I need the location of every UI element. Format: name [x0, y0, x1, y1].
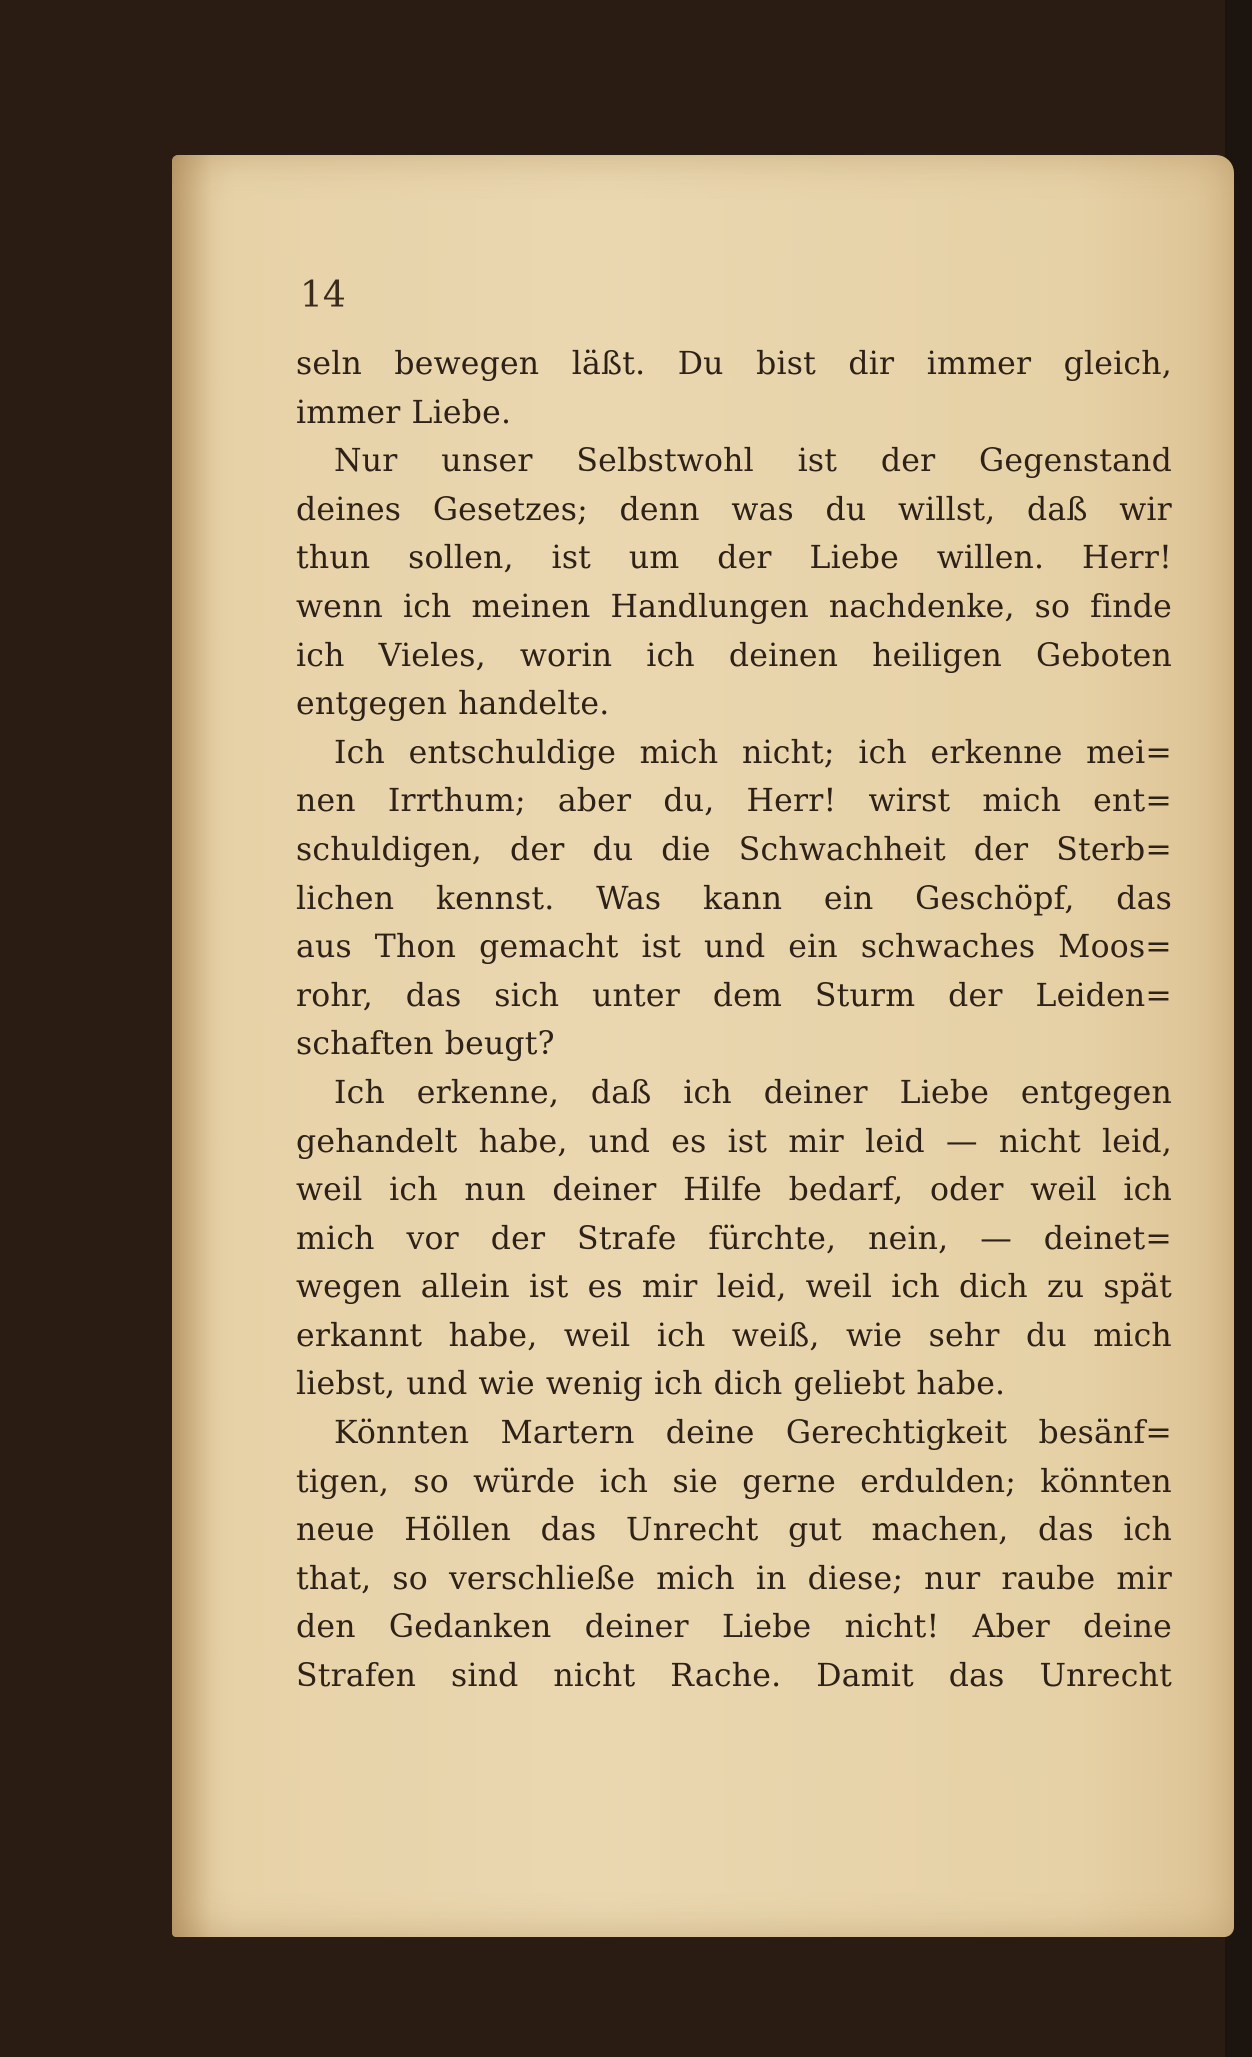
- text-word: entgegen: [296, 686, 448, 723]
- text-word: leid,: [716, 1269, 787, 1306]
- text-word: du: [1025, 1317, 1067, 1354]
- text-line: [296, 1506, 1172, 1555]
- text-word: so: [413, 1463, 449, 1500]
- text-word: bist: [756, 346, 816, 382]
- text-word: willst,: [897, 491, 996, 528]
- text-word: ich: [389, 1172, 438, 1209]
- text-word: mir: [788, 1123, 844, 1160]
- text-word: Handlungen: [610, 588, 809, 625]
- text-word: dir: [848, 346, 895, 382]
- text-word: leid: [865, 1123, 925, 1160]
- text-word: Unrecht: [1039, 1658, 1172, 1695]
- page-shadow: [172, 155, 212, 1937]
- text-word: so: [392, 1560, 428, 1597]
- text-line: [296, 1652, 1172, 1701]
- text-word: Strafe: [577, 1220, 677, 1257]
- text-word: daß: [590, 1074, 652, 1111]
- text-word: ich: [891, 1269, 940, 1306]
- text-word: worin: [519, 637, 613, 674]
- text-word: raube: [1001, 1560, 1096, 1597]
- text-word: denn: [619, 491, 700, 528]
- text-word: machen,: [871, 1512, 1009, 1549]
- text-word: Moos=: [1058, 929, 1172, 966]
- text-word: und: [703, 929, 766, 966]
- text-word: du,: [663, 783, 715, 820]
- text-word: fürchte,: [708, 1220, 837, 1257]
- text-word: habe,: [448, 1317, 538, 1354]
- text-word: Strafen: [296, 1658, 417, 1695]
- text-word: deiner: [552, 1172, 657, 1209]
- text-word: ent=: [1093, 783, 1172, 820]
- text-word: ist: [797, 443, 838, 480]
- text-line: [296, 1360, 1172, 1409]
- text-word: vor: [406, 1220, 459, 1257]
- text-word: könnten: [1040, 1463, 1172, 1500]
- text-word: mir: [1116, 1560, 1172, 1597]
- text-word: weil: [563, 1317, 631, 1354]
- book-page: [172, 155, 1234, 1937]
- text-word: Gedanken: [388, 1609, 552, 1646]
- text-word: Gegenstand: [979, 443, 1172, 480]
- text-word: daß: [1027, 491, 1088, 528]
- text-word: weiß,: [731, 1317, 820, 1354]
- text-word: Du: [677, 346, 724, 382]
- text-word: mich: [982, 783, 1062, 820]
- text-word: ich: [858, 734, 907, 771]
- text-word: Hilfe: [683, 1172, 763, 1209]
- text-word: entschuldige: [408, 734, 617, 771]
- text-word: ich: [402, 588, 452, 625]
- text-word: was: [731, 491, 794, 528]
- text-word: der: [717, 540, 772, 577]
- text-word: Liebe: [809, 540, 899, 577]
- text-word: nicht: [998, 1123, 1081, 1160]
- text-line: [296, 972, 1172, 1021]
- text-line: [296, 1555, 1172, 1604]
- text-line: [296, 486, 1172, 535]
- text-word: erkenne,: [416, 1074, 560, 1111]
- text-word: du: [825, 491, 867, 528]
- text-word: mich: [1093, 1317, 1172, 1354]
- text-line: [296, 1312, 1172, 1361]
- text-word: mei=: [1086, 734, 1172, 771]
- text-word: Schwachheit: [738, 831, 946, 868]
- text-word: Sterb=: [1056, 831, 1172, 868]
- text-line: [296, 1118, 1172, 1167]
- text-word: dem: [712, 977, 783, 1014]
- text-word: wenn: [296, 588, 383, 625]
- text-word: lichen: [296, 880, 395, 917]
- text-word: das: [540, 1512, 597, 1549]
- text-word: Aber: [972, 1609, 1050, 1646]
- text-word: tigen,: [296, 1463, 390, 1500]
- text-word: zu: [1046, 1269, 1085, 1306]
- text-word: deiner: [763, 1074, 868, 1111]
- text-word: unser: [441, 443, 533, 480]
- text-line: [296, 583, 1172, 632]
- text-word: ich: [599, 1463, 649, 1500]
- text-word: mir: [641, 1269, 698, 1306]
- text-word: nein,: [868, 1220, 949, 1257]
- text-word: den: [296, 1609, 356, 1646]
- text-word: es: [587, 1269, 623, 1306]
- text-line: [296, 777, 1172, 826]
- text-line: [296, 389, 1172, 438]
- text-word: du: [592, 831, 634, 868]
- text-word: die: [661, 831, 711, 868]
- text-word: beugt?: [444, 1026, 555, 1063]
- text-word: Geschöpf,: [915, 880, 1075, 917]
- text-word: schuldigen,: [296, 831, 483, 868]
- text-word: —: [980, 1220, 1012, 1257]
- text-word: habe,: [478, 1123, 568, 1160]
- text-word: Sturm: [814, 977, 916, 1014]
- text-word: nicht!: [844, 1609, 940, 1646]
- text-word: aber: [557, 783, 632, 820]
- text-word: wirst: [868, 783, 951, 820]
- text-line: [296, 680, 1172, 729]
- text-line: [296, 1215, 1172, 1264]
- text-word: sehr: [928, 1317, 1000, 1354]
- text-word: thun: [296, 540, 371, 577]
- text-word: entgegen: [1020, 1074, 1172, 1111]
- text-word: deinet=: [1043, 1220, 1172, 1257]
- text-word: mich: [296, 1220, 375, 1257]
- text-word: gerne: [742, 1463, 836, 1500]
- text-word: heiligen: [872, 637, 1003, 674]
- text-word: geliebt: [793, 1366, 906, 1403]
- text-word: das: [1038, 1512, 1094, 1549]
- text-word: Ich: [334, 734, 385, 771]
- text-word: mich: [639, 734, 719, 771]
- text-word: deine: [1083, 1609, 1172, 1646]
- text-word: in: [755, 1560, 787, 1597]
- text-word: willen.: [936, 540, 1045, 577]
- text-word: sollen,: [408, 540, 514, 577]
- text-word: ist: [727, 1123, 768, 1160]
- text-word: Höllen: [404, 1512, 512, 1549]
- text-word: ein: [788, 929, 838, 966]
- text-word: verschließe: [448, 1560, 636, 1597]
- text-word: erkannt: [296, 1317, 423, 1354]
- text-word: dich: [713, 1366, 783, 1403]
- text-word: erkenne: [930, 734, 1063, 771]
- text-word: gehandelt: [296, 1123, 458, 1160]
- text-line: [296, 729, 1172, 778]
- text-word: Gesetzes;: [432, 491, 588, 528]
- text-word: ist: [529, 1269, 569, 1306]
- text-word: Rache.: [670, 1658, 782, 1695]
- text-word: Thon: [374, 929, 457, 966]
- text-line: [296, 875, 1172, 924]
- text-word: Geboten: [1036, 637, 1172, 674]
- text-line: [296, 632, 1172, 681]
- text-word: der: [490, 1220, 546, 1257]
- text-line: [296, 1020, 1172, 1069]
- text-word: Herr!: [746, 783, 837, 820]
- text-word: habe.: [916, 1366, 1006, 1403]
- text-word: so: [1034, 588, 1071, 625]
- text-word: wegen: [296, 1269, 402, 1306]
- text-word: weil: [1030, 1172, 1097, 1209]
- text-line: [296, 1166, 1172, 1215]
- text-word: das: [1116, 880, 1172, 917]
- text-word: gemacht: [479, 929, 619, 966]
- text-word: rohr,: [296, 977, 373, 1014]
- text-line: [296, 1458, 1172, 1507]
- text-word: schaften: [296, 1026, 434, 1063]
- text-word: nicht: [553, 1658, 636, 1695]
- text-word: weil: [805, 1269, 873, 1306]
- text-word: ich: [656, 1317, 706, 1354]
- text-line: [296, 1409, 1172, 1458]
- text-word: Gerechtigkeit: [785, 1415, 1008, 1452]
- text-word: nicht;: [741, 734, 835, 771]
- text-word: leid,: [1102, 1123, 1172, 1160]
- text-line: [296, 1603, 1172, 1652]
- text-word: ich: [1123, 1512, 1172, 1549]
- text-line: [296, 923, 1172, 972]
- text-word: Unrecht: [625, 1512, 759, 1549]
- text-word: Was: [596, 880, 662, 917]
- text-word: wenig: [545, 1366, 643, 1403]
- text-word: bewegen: [394, 346, 540, 382]
- text-word: würde: [473, 1463, 576, 1500]
- text-word: läßt.: [571, 346, 646, 382]
- text-word: nun: [464, 1172, 526, 1209]
- text-line: [296, 340, 1172, 389]
- text-word: ich: [646, 637, 695, 674]
- text-word: Irrthum;: [387, 783, 526, 820]
- text-word: nur: [924, 1560, 981, 1597]
- text-line: [296, 534, 1172, 583]
- text-word: nen: [296, 783, 356, 820]
- text-word: wie: [478, 1366, 535, 1403]
- text-word: Selbstwohl: [576, 443, 754, 480]
- text-word: diese;: [807, 1560, 904, 1597]
- text-word: immer: [926, 346, 1032, 382]
- text-word: handelte.: [458, 686, 610, 723]
- text-word: immer: [296, 394, 401, 431]
- text-word: sind: [451, 1658, 519, 1695]
- text-word: Nur: [334, 443, 398, 480]
- text-word: unter: [592, 977, 680, 1014]
- text-word: bedarf,: [788, 1172, 904, 1209]
- text-line: [296, 437, 1172, 486]
- text-word: Leiden=: [1035, 977, 1172, 1014]
- text-word: that,: [296, 1560, 372, 1597]
- text-word: sie: [672, 1463, 718, 1500]
- text-word: ist: [551, 540, 592, 577]
- text-word: wir: [1119, 491, 1172, 528]
- text-line: [296, 1069, 1172, 1118]
- text-word: ich: [296, 637, 345, 674]
- text-line: [296, 826, 1172, 875]
- text-word: Könnten: [334, 1415, 470, 1452]
- text-word: ich: [1123, 1172, 1172, 1209]
- text-word: gut: [788, 1512, 842, 1549]
- text-word: ich: [683, 1074, 732, 1111]
- text-word: und: [406, 1366, 468, 1403]
- text-word: es: [671, 1123, 707, 1160]
- text-word: aus: [296, 929, 352, 966]
- text-word: nachdenke,: [828, 588, 1015, 625]
- text-word: Liebe.: [411, 394, 512, 431]
- text-word: deine: [665, 1415, 755, 1452]
- text-word: gleich,: [1063, 346, 1172, 382]
- text-word: kennst.: [435, 880, 555, 917]
- text-word: um: [628, 540, 680, 577]
- text-word: und: [588, 1123, 651, 1160]
- text-word: sich: [494, 977, 560, 1014]
- text-word: der: [948, 977, 1003, 1014]
- text-word: seln: [296, 346, 362, 382]
- text-word: Damit: [816, 1658, 914, 1695]
- text-word: Herr!: [1082, 540, 1172, 577]
- text-word: ein: [823, 880, 874, 917]
- text-word: allein: [420, 1269, 510, 1306]
- text-word: deinen: [728, 637, 839, 674]
- text-word: meinen: [471, 588, 591, 625]
- text-word: liebst,: [296, 1366, 396, 1403]
- text-word: dich: [958, 1269, 1028, 1306]
- text-word: das: [948, 1658, 1005, 1695]
- text-word: ist: [641, 929, 682, 966]
- text-word: oder: [929, 1172, 1004, 1209]
- text-word: deiner: [584, 1609, 689, 1646]
- text-word: deines: [296, 491, 402, 528]
- text-word: besänf=: [1038, 1415, 1172, 1452]
- text-word: Liebe: [721, 1609, 812, 1646]
- text-word: Ich: [334, 1074, 385, 1111]
- text-word: —: [946, 1123, 978, 1160]
- text-word: kann: [702, 880, 783, 917]
- text-word: der: [973, 831, 1029, 868]
- text-word: spät: [1103, 1269, 1172, 1306]
- text-word: neue: [296, 1512, 375, 1549]
- text-word: Martern: [500, 1415, 635, 1452]
- text-word: Liebe: [899, 1074, 990, 1111]
- text-word: schwaches: [860, 929, 1036, 966]
- text-word: erdulden;: [860, 1463, 1017, 1500]
- text-line: [296, 1263, 1172, 1312]
- text-word: wie: [845, 1317, 903, 1354]
- text-word: der: [510, 831, 565, 868]
- body-text: [296, 340, 1172, 1701]
- text-word: mich: [656, 1560, 735, 1597]
- text-word: finde: [1090, 588, 1172, 625]
- text-word: ich: [653, 1366, 703, 1403]
- text-word: Vieles,: [378, 637, 486, 674]
- text-word: das: [405, 977, 462, 1014]
- text-word: der: [880, 443, 936, 480]
- page-number: 14: [300, 275, 346, 316]
- text-word: weil: [296, 1172, 363, 1209]
